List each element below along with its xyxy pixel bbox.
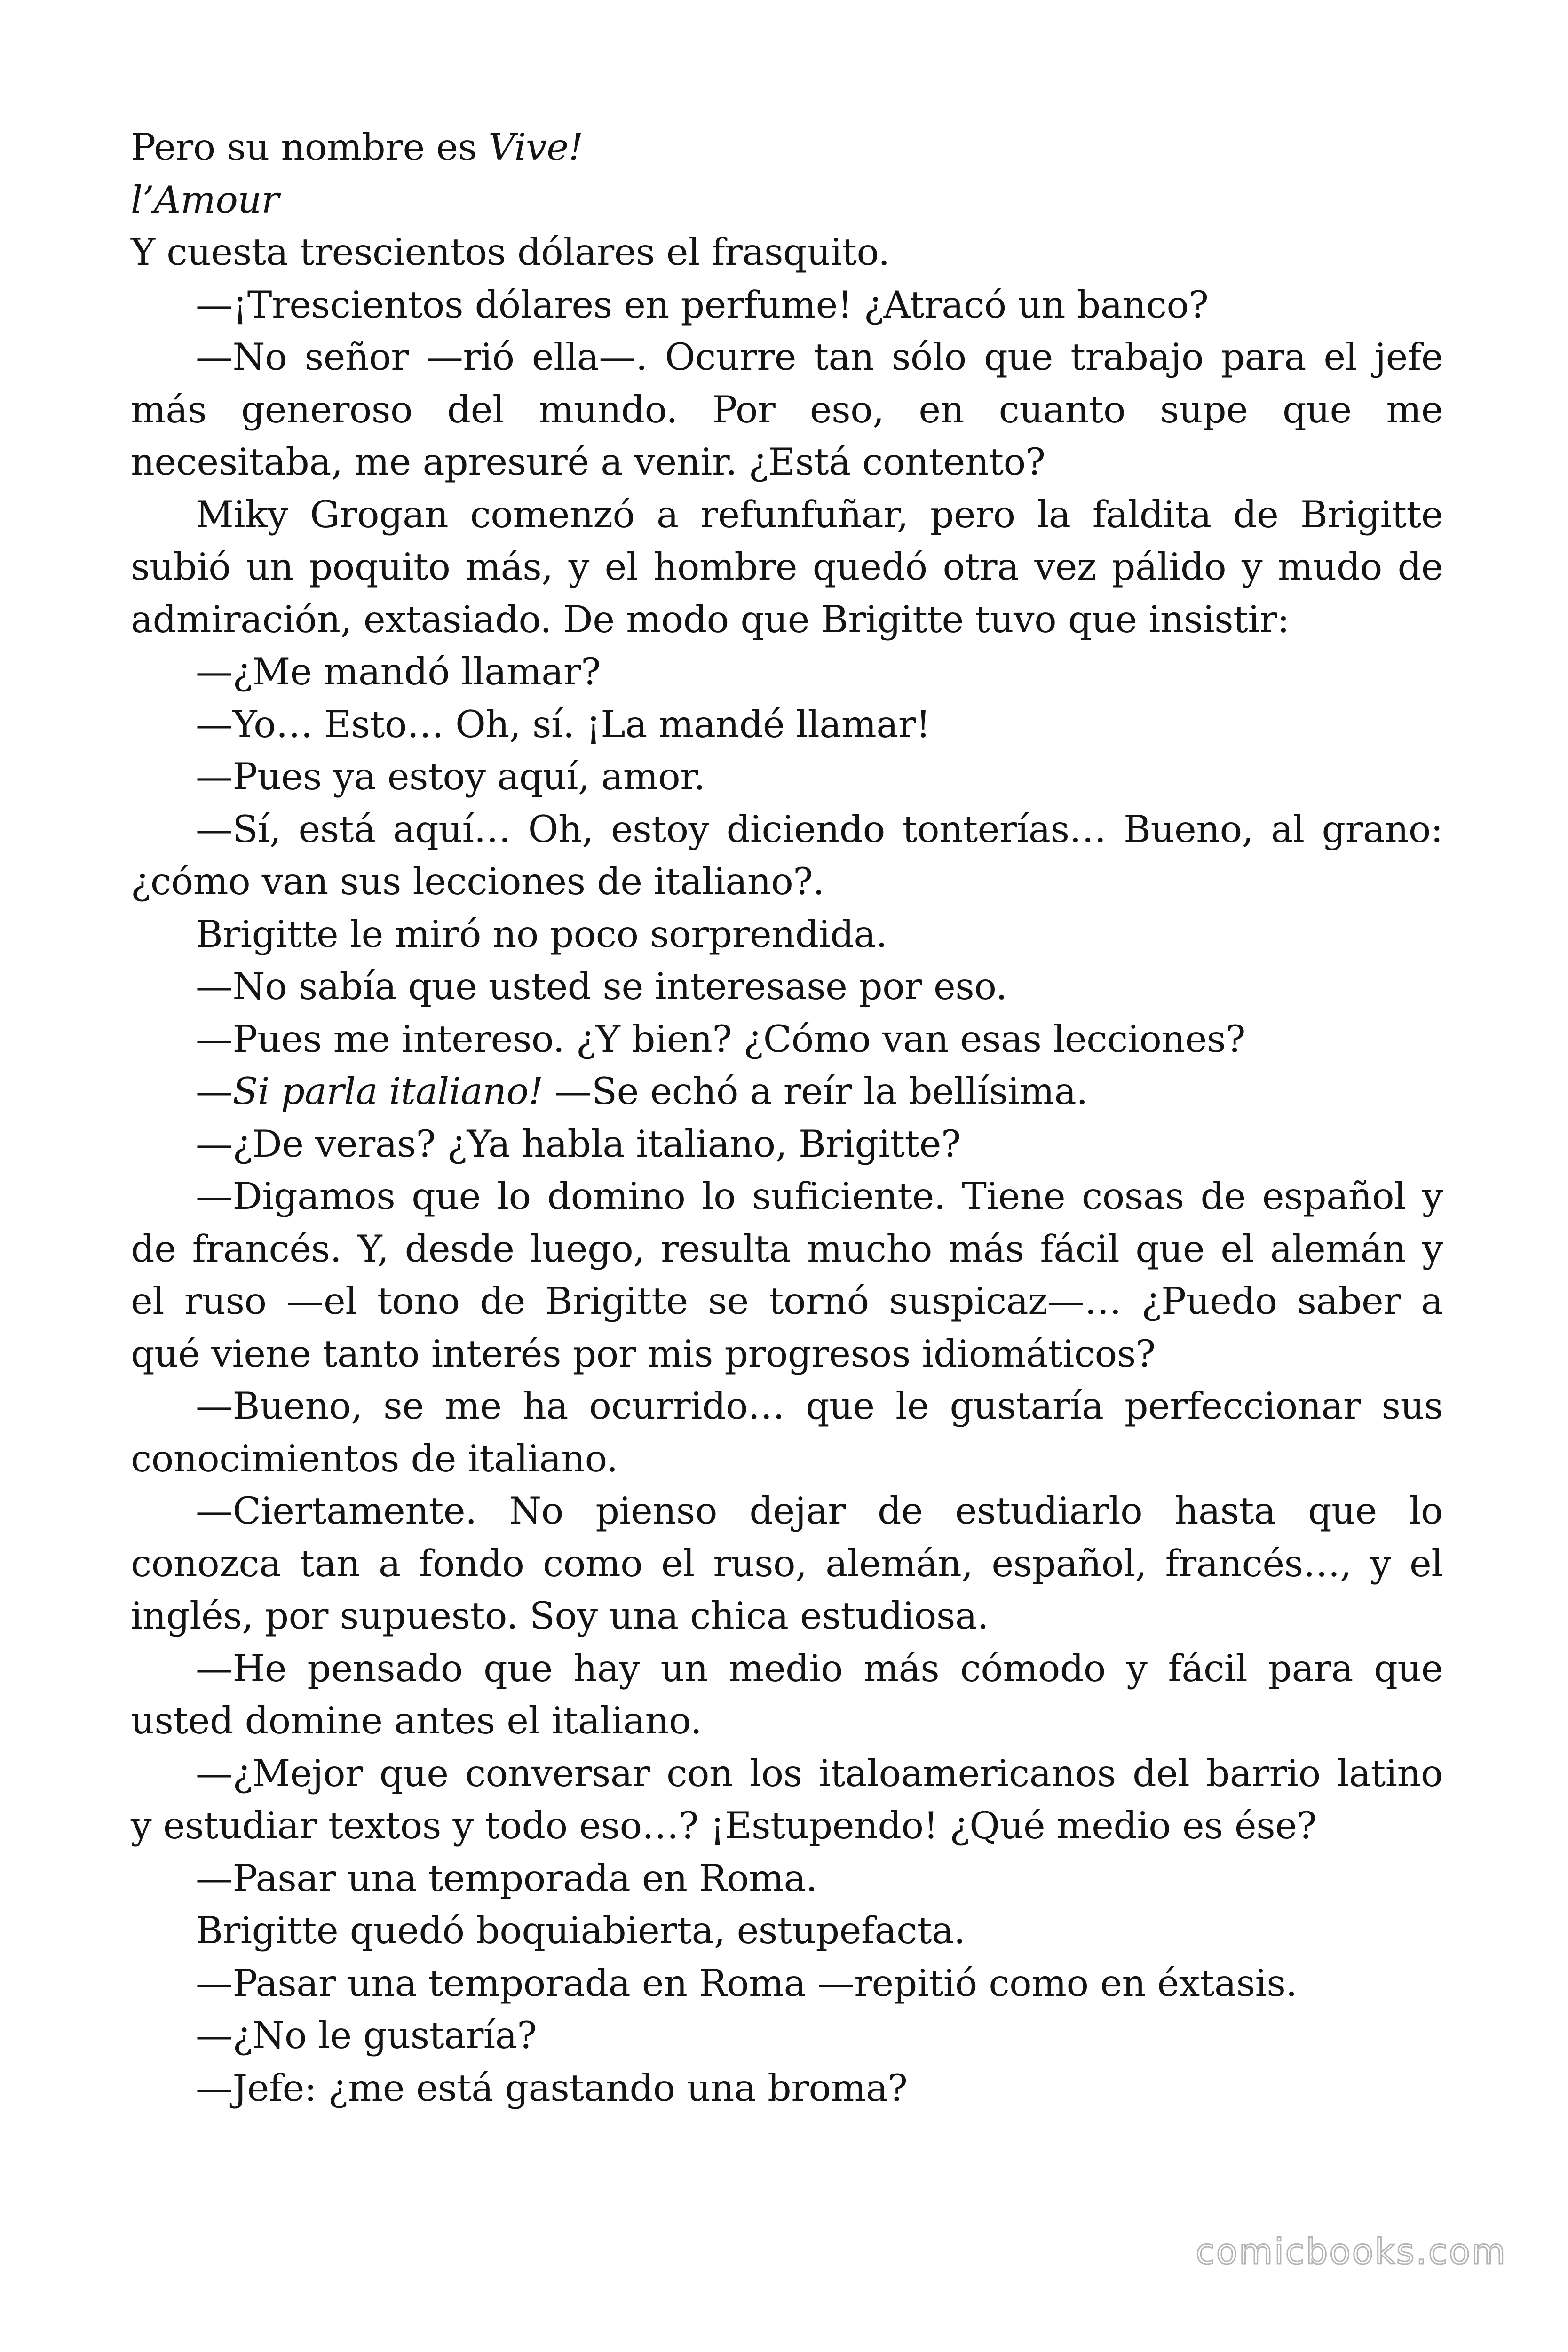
text-line: —Digamos que lo domino lo suficiente. Tiene cosas de español y	[196, 1175, 1443, 1218]
text-line: qué viene tanto interés por mis progresos idiomáticos?	[131, 1332, 1156, 1375]
text-line: conocimientos de italiano.	[131, 1437, 618, 1480]
text-line: subió un poquito más, y el hombre quedó otra vez pálido y mudo de	[131, 545, 1443, 588]
text-line: —¿Mejor que conversar con los italoamericanos del barrio latino	[196, 1751, 1443, 1795]
text-line: admiración, extasiado. De modo que Brigitte tuvo que insistir:	[131, 597, 1290, 641]
text-line: Y cuesta trescientos dólares el frasquito.	[131, 230, 890, 274]
page-body-text	[131, 121, 1443, 2114]
text-line: —¿No le gustaría?	[196, 2014, 537, 2057]
text-line: —Jefe: ¿me está gastando una broma?	[196, 2066, 908, 2110]
text-line: Brigitte quedó boquiabierta, estupefacta.	[196, 1909, 966, 1952]
text-line: necesitaba, me apresuré a venir. ¿Está contento?	[131, 440, 1045, 484]
text-line: —Bueno, se me ha ocurrido… que le gustaría perfeccionar sus	[196, 1384, 1443, 1428]
text-line: —Sí, está aquí… Oh, estoy diciendo tonterías… Bueno, al grano:	[196, 807, 1443, 851]
text-line: Pero su nombre es Vive!	[131, 126, 583, 169]
site-watermark: comicbooks.com	[1196, 2232, 1507, 2272]
text-line: el ruso —el tono de Brigitte se tornó suspicaz—… ¿Puedo saber a	[131, 1279, 1443, 1323]
text-line: —Pues me intereso. ¿Y bien? ¿Cómo van esas lecciones?	[196, 1017, 1245, 1061]
text-line: —No señor —rió ella—. Ocurre tan sólo que trabajo para el jefe	[196, 335, 1443, 379]
text-line: conozca tan a fondo como el ruso, alemán, español, francés…, y el	[131, 1542, 1443, 1585]
text-line: —¡Trescientos dólares en perfume! ¿Atracó un banco?	[196, 283, 1209, 326]
text-line: Miky Grogan comenzó a refunfuñar, pero la faldita de Brigitte	[196, 493, 1443, 536]
text-line: —Pasar una temporada en Roma —repitió como en éxtasis.	[196, 1961, 1298, 2005]
text-line: —Yo… Esto… Oh, sí. ¡La mandé llamar!	[196, 702, 931, 746]
text-line: inglés, por supuesto. Soy una chica estudiosa.	[131, 1594, 989, 1637]
text-line: Brigitte le miró no poco sorprendida.	[196, 912, 887, 956]
text-line: l’Amour	[131, 178, 279, 222]
text-line: usted domine antes el italiano.	[131, 1699, 702, 1742]
text-line: —Ciertamente. No pienso dejar de estudiarlo hasta que lo	[196, 1489, 1443, 1533]
text-line: —Pues ya estoy aquí, amor.	[196, 755, 705, 798]
text-line: —He pensado que hay un medio más cómodo y fácil para que	[196, 1646, 1443, 1690]
text-line: —Pasar una temporada en Roma.	[196, 1856, 817, 1900]
text-line: —No sabía que usted se interesase por eso.	[196, 965, 1007, 1008]
text-line: más generoso del mundo. Por eso, en cuanto supe que me	[131, 388, 1443, 431]
text-line: de francés. Y, desde luego, resulta mucho más fácil que el alemán y	[131, 1227, 1443, 1271]
text-line: —Si parla italiano! —Se echó a reír la bellísima.	[196, 1070, 1088, 1113]
text-line: —¿De veras? ¿Ya habla italiano, Brigitte?	[196, 1122, 961, 1166]
text-line: y estudiar textos y todo eso…? ¡Estupendo! ¿Qué medio es ése?	[131, 1804, 1317, 1847]
text-line: ¿cómo van sus lecciones de italiano?.	[131, 860, 824, 903]
text-line: —¿Me mandó llamar?	[196, 650, 601, 693]
